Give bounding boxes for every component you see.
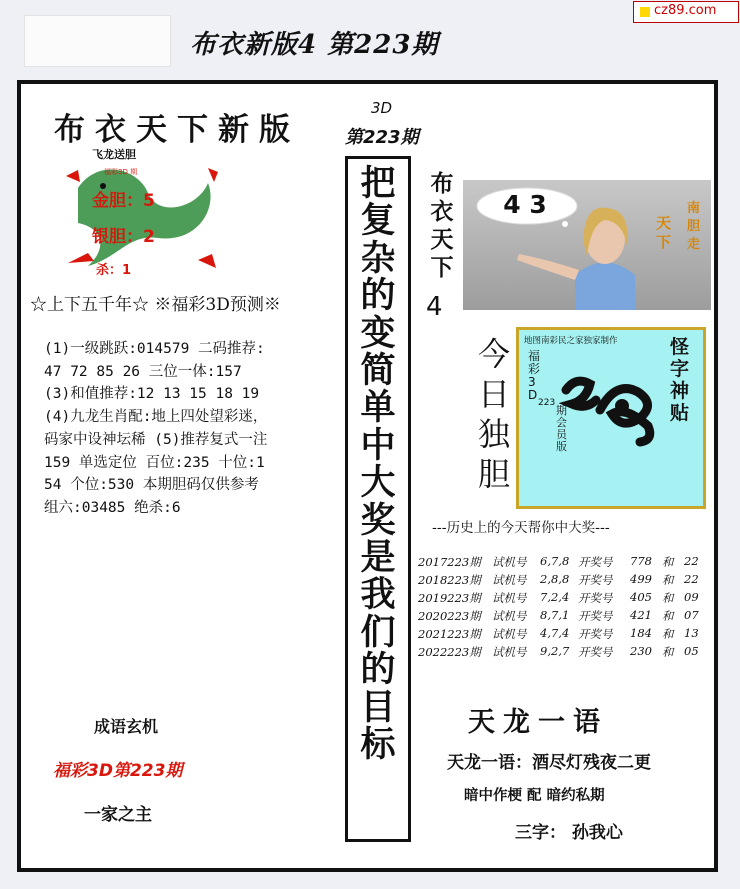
card-left-char: D xyxy=(528,388,538,402)
today-dan-vertical xyxy=(476,334,512,494)
history-draw-label: 开奖号 xyxy=(578,645,613,659)
history-sum: 22 xyxy=(684,554,699,568)
history-trial-label: 试机号 xyxy=(492,555,527,569)
slogan-char: 单 xyxy=(360,387,396,429)
page-title: 布衣新版4 第223期 xyxy=(190,30,439,60)
card-right-char: 会 xyxy=(556,416,567,429)
brand-number: 4 xyxy=(426,292,443,322)
history-draw: 184 xyxy=(630,626,652,640)
today-char: 独 xyxy=(477,415,510,453)
left-subtitle: ☆上下五千年☆ ※福彩3D预测※ xyxy=(30,295,281,315)
history-trial-label: 试机号 xyxy=(492,609,527,623)
slogan-char: 奖 xyxy=(360,499,396,541)
history-trial-label: 试机号 xyxy=(492,573,527,587)
idiom-answer: 一家之主 xyxy=(84,805,152,825)
slogan-char: 目 xyxy=(360,686,396,728)
history-draw-label: 开奖号 xyxy=(578,591,613,605)
history-issue: 2017223期 xyxy=(418,555,481,569)
tianlong-three-words: 三字： 孙我心 xyxy=(515,823,623,843)
site-badge-link[interactable] xyxy=(633,1,739,23)
slogan-char: 把 xyxy=(360,163,396,204)
history-draw-label: 开奖号 xyxy=(578,609,613,623)
history-sum-label: 和 xyxy=(662,591,674,605)
history-trial: 9,2,7 xyxy=(540,644,570,658)
site-badge-icon xyxy=(640,7,650,17)
brand-char: 衣 xyxy=(430,198,454,225)
dragon-illustration xyxy=(58,148,228,280)
slogan-char: 简 xyxy=(360,350,396,392)
dragon-small: 福彩3D 期 xyxy=(104,168,138,176)
slogan-char: 们 xyxy=(360,611,396,653)
history-trial: 7,2,4 xyxy=(540,590,570,604)
tianlong-line: 天龙一语：酒尽灯残夜二更 xyxy=(447,753,651,773)
bubble-numbers: 4 3 xyxy=(503,190,547,219)
history-sum-label: 和 xyxy=(662,627,674,641)
history-trial: 2,8,8 xyxy=(540,572,570,586)
history-sum: 09 xyxy=(684,590,699,604)
history-issue: 2021223期 xyxy=(418,627,481,641)
card-right-char: 版 xyxy=(556,440,567,453)
history-trial: 6,7,8 xyxy=(540,554,570,568)
today-char: 日 xyxy=(477,375,510,413)
idiom-issue: 福彩3D第223期 xyxy=(53,761,183,781)
center-3d-label: 3D xyxy=(371,99,393,117)
dragon-gold: 金胆：5 xyxy=(92,191,155,211)
history-draw-label: 开奖号 xyxy=(578,555,613,569)
history-sum: 13 xyxy=(684,626,699,640)
slogan-char: 标 xyxy=(360,724,396,766)
history-trial-label: 试机号 xyxy=(492,627,527,641)
mystery-glyph-icon xyxy=(556,370,666,450)
card-left-char: 福 xyxy=(528,349,541,363)
history-sum-label: 和 xyxy=(662,555,674,569)
history-trial-label: 试机号 xyxy=(492,591,527,605)
history-sum: 22 xyxy=(684,572,699,586)
history-trial: 4,7,4 xyxy=(540,626,570,640)
tianxia-char: 天 xyxy=(656,214,672,232)
site-badge-label: cz89.com xyxy=(654,3,717,18)
dragon-kill: 杀：1 xyxy=(96,263,132,278)
history-sum-label: 和 xyxy=(662,573,674,587)
nandan-char: 走 xyxy=(687,237,701,252)
brand-char: 下 xyxy=(430,254,454,281)
card-left-char: 3 xyxy=(528,375,536,389)
idiom-heading: 成语玄机 xyxy=(94,717,159,736)
history-trial-label: 试机号 xyxy=(492,645,527,659)
today-char: 今 xyxy=(477,335,510,373)
prediction-text: (1)一级跳跃:014579 二码推荐:47 72 85 26 三位一体:157 (3)和值推荐:12 13 15 18 19 (4)九龙生肖配:地上四处望彩迷，码家中设神坛稀 (5)推荐复式一注159 单选定位 百位:235 十位:154 个位:530 本期胆码仅供参考 组六:03485 绝杀:6 xyxy=(44,341,268,516)
card-side-char: 神 xyxy=(670,380,690,402)
history-issue: 2020223期 xyxy=(418,609,481,623)
left-title: 布衣天下新版 xyxy=(54,112,300,148)
slogan-char: 我 xyxy=(360,574,396,616)
card-side-char: 怪 xyxy=(670,336,690,358)
center-issue: 第223期 xyxy=(345,127,419,148)
tianlong-hint: 暗中作梗 配 暗约私期 xyxy=(464,788,605,804)
card-side-text xyxy=(670,336,692,424)
card-right-char: 员 xyxy=(556,428,567,441)
history-draw: 405 xyxy=(630,590,652,604)
history-draw-label: 开奖号 xyxy=(578,573,613,587)
history-trial: 8,7,1 xyxy=(540,608,570,622)
slogan-char: 的 xyxy=(360,649,396,691)
history-sum-label: 和 xyxy=(662,609,674,623)
card-right-char: 期 xyxy=(556,404,567,417)
history-draw-label: 开奖号 xyxy=(578,627,613,641)
card-issue: 223 xyxy=(538,398,556,408)
today-char: 胆 xyxy=(477,455,510,493)
history-draw: 421 xyxy=(630,608,652,622)
slogan-char: 大 xyxy=(360,462,396,504)
history-issue: 2019223期 xyxy=(418,591,481,605)
card-left-char: 彩 xyxy=(528,362,541,376)
nandan-vertical xyxy=(687,200,707,254)
card-head: 地图南彩民之家独家制作 xyxy=(524,336,618,346)
history-draw: 230 xyxy=(630,644,652,658)
tianxia-char: 下 xyxy=(656,233,672,251)
brand-vertical xyxy=(424,170,460,282)
tianxia-vertical xyxy=(656,214,678,252)
history-sum: 05 xyxy=(684,644,699,658)
slogan-char: 中 xyxy=(360,424,396,466)
history-issue: 2022223期 xyxy=(418,645,481,659)
slogan-text xyxy=(348,165,408,764)
header-logo-box xyxy=(24,15,171,67)
slogan-char: 杂 xyxy=(360,237,396,279)
history-draw: 778 xyxy=(630,554,652,568)
nandan-char: 胆 xyxy=(687,219,701,234)
dragon-silver: 银胆：2 xyxy=(92,227,155,247)
card-side-char: 贴 xyxy=(670,402,690,424)
history-sum-label: 和 xyxy=(662,645,674,659)
dragon-icon xyxy=(66,168,218,268)
dragon-caption: 飞龙送胆 xyxy=(92,148,136,161)
history-sum: 07 xyxy=(684,608,699,622)
nandan-char: 南 xyxy=(687,201,701,216)
slogan-char: 变 xyxy=(360,312,396,354)
slogan-char: 的 xyxy=(360,275,396,317)
history-heading: ---历史上的今天帮你中大奖--- xyxy=(432,520,610,536)
slogan-box xyxy=(345,156,411,842)
tianlong-heading: 天龙一语 xyxy=(468,707,608,738)
brand-char: 布 xyxy=(430,170,454,197)
history-draw: 499 xyxy=(630,572,652,586)
slogan-char: 是 xyxy=(360,537,396,579)
slogan-char: 复 xyxy=(360,200,396,242)
brand-char: 天 xyxy=(430,226,454,253)
card-side-char: 字 xyxy=(670,358,690,380)
history-issue: 2018223期 xyxy=(418,573,481,587)
card-left-text xyxy=(528,350,542,402)
